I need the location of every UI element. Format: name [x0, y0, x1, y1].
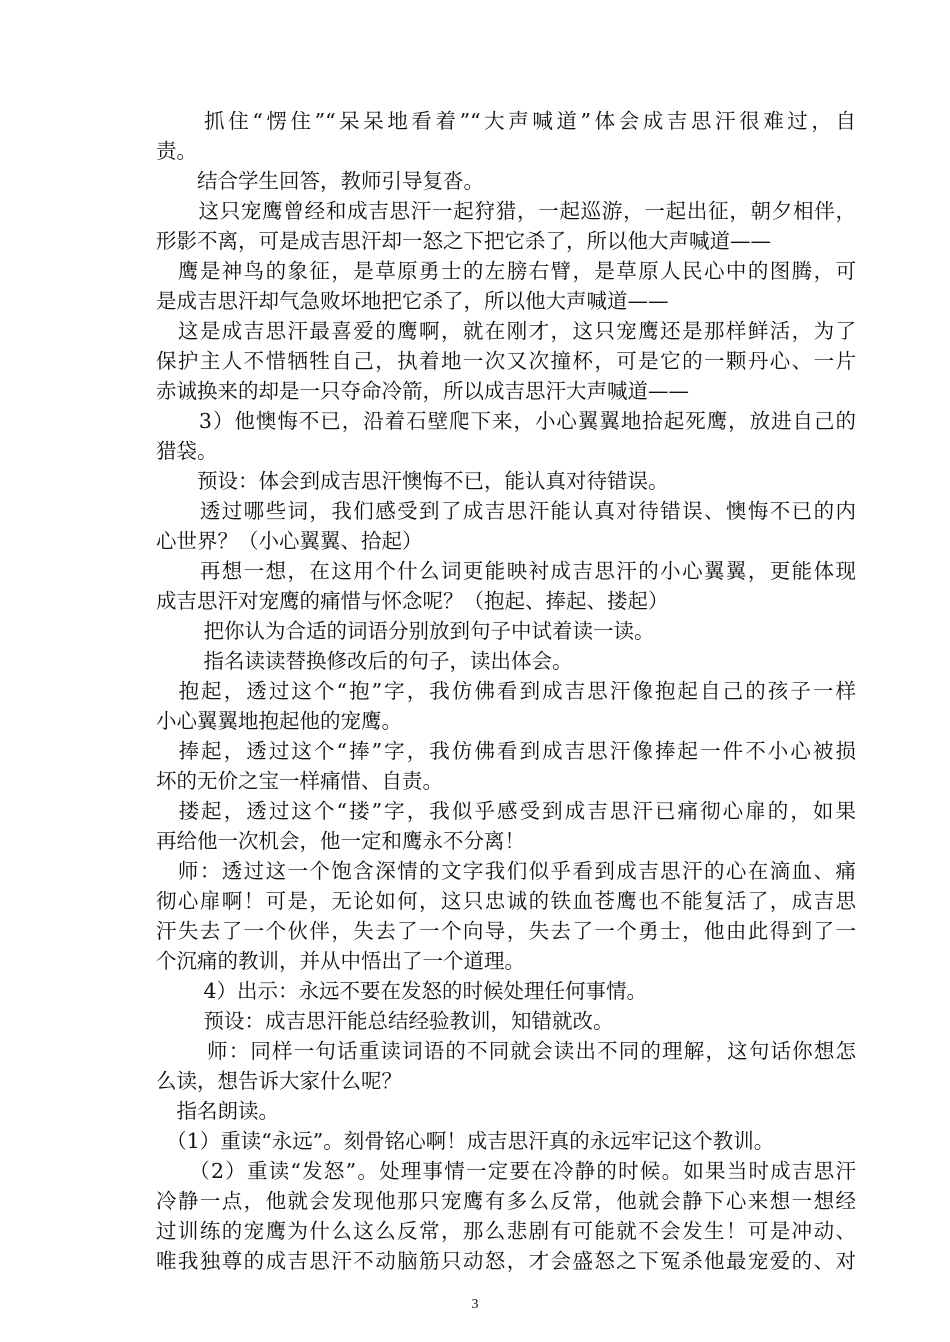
text-line: 结合学生回答，教师引导复沓。: [156, 169, 484, 193]
text-line: 赤诚换来的却是一只夺命冷箭，所以成吉思汗大声喊道——: [156, 379, 689, 403]
text-line: 预设：成吉思汗能总结经验教训，知错就改。: [156, 1009, 614, 1033]
text-line: 4）出示：永远不要在发怒的时候处理任何事情。: [156, 979, 648, 1003]
text-line: 3）他懊悔不已，沿着石壁爬下来，小心翼翼地拾起死鹰，放进自己的: [156, 409, 856, 433]
text-line: 心世界？（小心翼翼、拾起）: [156, 529, 423, 553]
text-line: 猎袋。: [156, 439, 218, 463]
text-line: 坏的无价之宝一样痛惜、自责。: [156, 769, 443, 793]
text-line: 再想一想，在这用个什么词更能映衬成吉思汗的小心翼翼，更能体现: [156, 559, 856, 583]
text-line: 抱起，透过这个“抱”字，我仿佛看到成吉思汗像抱起自己的孩子一样: [156, 679, 856, 703]
text-line: 预设：体会到成吉思汗懊悔不已，能认真对待错误。: [156, 469, 669, 493]
text-line: 个沉痛的教训，并从中悟出了一个道理。: [156, 949, 525, 973]
text-line: 保护主人不惜牺牲自己，执着地一次又次撞杯，可是它的一颗丹心、一片: [156, 349, 856, 373]
text-line: 捧起，透过这个“捧”字，我仿佛看到成吉思汗像捧起一件不小心被损: [156, 739, 856, 763]
text-line: 这是成吉思汗最喜爱的鹰啊，就在刚才，这只宠鹰还是那样鲜活，为了: [156, 319, 856, 343]
text-line: 彻心扉啊！可是，无论如何，这只忠诚的铁血苍鹰也不能复活了，成吉思: [156, 889, 856, 913]
text-line: 么读，想告诉大家什么呢？: [156, 1069, 402, 1093]
text-line: 汗失去了一个伙伴，失去了一个向导，失去了一个勇士，他由此得到了一: [156, 919, 856, 943]
text-line: 这只宠鹰曾经和成吉思汗一起狩猎，一起巡游，一起出征，朝夕相伴，: [156, 199, 856, 223]
text-line: 师：同样一句话重读词语的不同就会读出不同的理解，这句话你想怎: [156, 1039, 856, 1063]
text-line: 形影不离，可是成吉思汗却一怒之下把它杀了，所以他大声喊道——: [156, 229, 771, 253]
text-line: 是成吉思汗却气急败坏地把它杀了，所以他大声喊道——: [156, 289, 669, 313]
text-line: 透过哪些词，我们感受到了成吉思汗能认真对待错误、懊悔不已的内: [156, 499, 856, 523]
text-line: 责。: [156, 139, 197, 163]
text-line: （2）重读“发怒”。处理事情一定要在冷静的时候。如果当时成吉思汗: [156, 1159, 856, 1183]
text-line: 指名朗读。: [156, 1099, 279, 1123]
text-line: 抓住“愣住”“呆呆地看着”“大声喊道”体会成吉思汗很难过，自: [156, 109, 856, 133]
text-line: 小心翼翼地抱起他的宠鹰。: [156, 709, 402, 733]
text-line: 成吉思汗对宠鹰的痛惜与怀念呢？（抱起、捧起、搂起）: [156, 589, 669, 613]
text-line: 师：透过这一个饱含深情的文字我们似乎看到成吉思汗的心在滴血、痛: [156, 859, 856, 883]
text-line: 搂起，透过这个“搂”字，我似乎感受到成吉思汗已痛彻心扉的，如果: [156, 799, 856, 823]
page-number: 3: [471, 1297, 479, 1312]
text-line: 把你认为合适的词语分别放到句子中试着读一读。: [156, 619, 655, 643]
text-line: 冷静一点，他就会发现他那只宠鹰有多么反常，他就会静下心来想一想经: [156, 1189, 856, 1213]
text-line: 鹰是神鸟的象征，是草原勇士的左膀右臂，是草原人民心中的图腾，可: [156, 259, 856, 283]
text-line: 过训练的宠鹰为什么这么反常，那么悲剧有可能就不会发生！可是冲动、: [156, 1219, 856, 1243]
text-line: 指名读读替换修改后的句子，读出体会。: [156, 649, 573, 673]
text-line: 唯我独尊的成吉思汗不动脑筋只动怒，才会盛怒之下冤杀他最宠爱的、对: [156, 1249, 856, 1273]
text-line: （1）重读“永远”。刻骨铭心啊！成吉思汗真的永远牢记这个教训。: [156, 1129, 775, 1153]
text-line: 再给他一次机会，他一定和鹰永不分离！: [156, 829, 525, 853]
